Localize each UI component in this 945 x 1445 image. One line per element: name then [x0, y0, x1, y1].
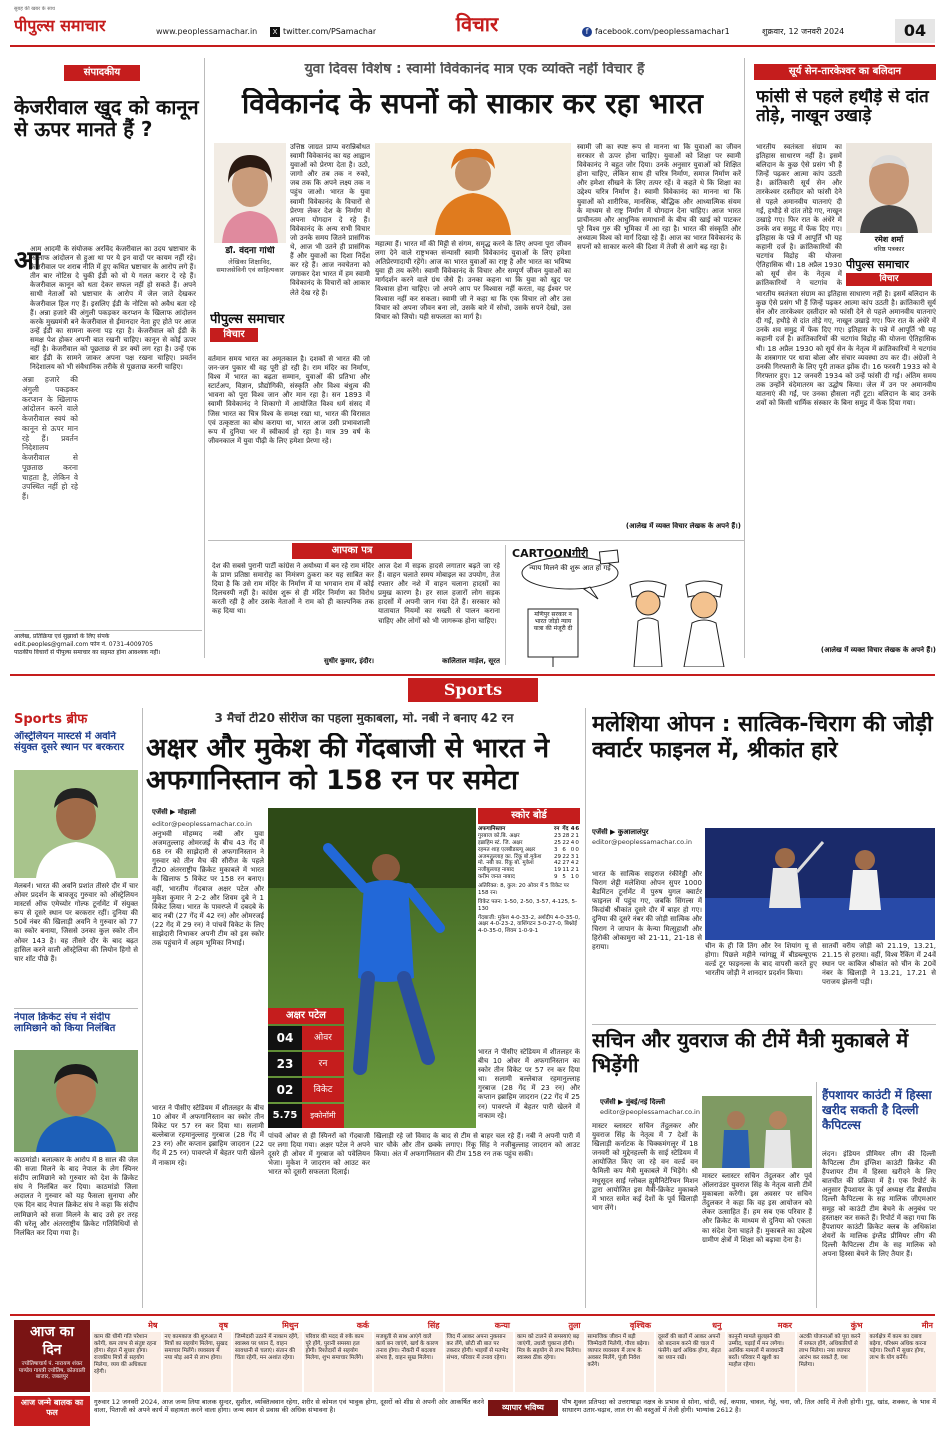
- editorial-footer-1: आलेख, प्रतिक्रिया एवं सुझावों के लिए संपर्क: [14, 633, 110, 640]
- section-title: विचार: [455, 12, 499, 36]
- scoreboard-team: अफगानिस्तान: [478, 826, 506, 832]
- badminton-body-3: सातवीं वरीय जोड़ी को 21.19, 13.21, 21.15 से हराया। वहीं, विश्व रैंकिंग में 24वें स्थान पर काबिज श्रीकांत को चीन के 20वें नंबर के खिलाड़ी ने 13.21, 17.21 से पराजय झेलनी पड़ी।: [822, 942, 936, 987]
- table-row: रहमत शाह एलबीडब्ल्यू अक्षर 3 6 0 0: [478, 846, 579, 853]
- trade-text: पौष शुक्ल प्रतिपदा को उत्तराषाढ़ा नक्षत्र के प्रभाव से सोना, चांदी, रुई, कपास, चावल, गेहूं, चना, जौ, तिल आदि में तेजी होगी। गुड़, खांड, शक्कर, के भाव में साधारण उतार-चढ़ाव, लाल रंग की वस्तुओं में तेजी होगी। भाग्यांक 2612 है।: [562, 1398, 936, 1415]
- letter-2-body: आज देश में सड़क हादसे लगातार बढ़ते जा रहे हैं। वाहन चलाते समय मोबाइल का उपयोग, तेज रफ्तार और नशे में वाहन चलाना हादसों का प्रमुख कारण है। हर साल हजारों लोग सड़क हादसों में अपनी जान गंवा देते हैं। सरकार को यातायात नियमों का सख्ती से पालन कराना चाहिए और लोगों को भी जागरूक होना चाहिए।: [378, 562, 500, 625]
- zodiac-sign-name: मीन: [868, 1320, 937, 1332]
- zodiac-sign-text: दूसरों की बातों में आकर अपनों को बदनाम करने की चाल में फंसेंगे। खर्च अधिक होगा, सेहत का ध्यान रखें।: [658, 1334, 721, 1361]
- badminton-body-1: भारत के सात्विक साइराज रंकीरेड्डी और चिराग शेट्टी मलेशिया ओपन सुपर 1000 बैडमिंटन टूर्नामेंट में पुरुष युगल क्वार्टर फाइनल में पहुंच गए, जबकि सिंगल्स में किदांबी श्रीकांत दूसरे दौर में बाहर हो गए। दुनिया की दूसरे नंबर की जोड़ी सात्विक और चिराग ने जापान के केन्या मित्सुहाशी और हिरोकी ओकामुरा को 21-11, 21-18 से हराया।: [592, 870, 702, 951]
- right-author-role: वरिष्ठ पत्रकार: [873, 245, 905, 253]
- birthday-title: आज जन्मे बालक का फल: [14, 1396, 90, 1426]
- birthday-text: गुरुवार 12 जनवरी 2024, आज जन्म लिया बालक सुन्दर, सुशील, व्यक्तित्ववान रहेगा, शरीर से कोमल एवं भावुक होगा, दूसरों को शीघ्र से अपनी ओर आकर्षित करने वाला, पिताजी को अपने कार्य में सहायता करने वाला होगा। जन्म स्थान से प्रवास की अधिक संभावना है।: [94, 1398, 484, 1415]
- zodiac-sign-name: वृश्चिक: [586, 1320, 655, 1332]
- cricket-body-2: भारत ने पीसीए स्टेडियम में शीतलहर के बीच 10 ओवर में अफगानिस्तान का स्कोर तीन विकेट पर 57 रन कर दिया था। सलामी बल्लेबाज रहमानुल्लाह गुरबाज (28 गेंद में 23 रन) और कप्तान इब्राहिम जादरान (22 गेंद में 25 रन) पावरप्ले में बेहतर पारी खेलने में नाकाम रहे।: [478, 1048, 580, 1120]
- trade-title: व्यापार भविष्य: [488, 1400, 558, 1416]
- badminton-title: मलेशिया ओपन : सात्विक-चिराग की जोड़ी क्वार्टर फाइनल में, श्रीकांत हारे: [592, 712, 933, 764]
- website-link[interactable]: www.peoplessamachar.in: [156, 27, 258, 36]
- cricket-body-4: खिलाड़ी रहे जो विवाद के बाद से टीम से बाहर चल रहे हैं। नबी ने अपनी पारी में चार चौके और तीन छक्के लगाए। रिंकू सिंह ने नजीबुल्लाह जादरान को आउट किया। अंत में अफगानिस्तान की टीम 158 रन तक पहुंच सकी।: [374, 1132, 580, 1159]
- main-kicker: युवा दिवस विशेष : स्वामी विवेकानंद मात्र एक व्यक्ति नहीं विचार हैं: [304, 62, 645, 77]
- zodiac-sign-name: मेष: [92, 1320, 161, 1332]
- sandeep-photo: [14, 1050, 138, 1152]
- letters-title: आपका पत्र: [292, 543, 412, 559]
- letter-1-author: सुधीर कुमार, इंदौर।: [324, 657, 374, 665]
- cartoon-speech: न्याय मिलने की शुरू आत हो गई: [529, 564, 611, 572]
- right-author-photo: [846, 143, 932, 233]
- zodiac-sign: [163, 1320, 232, 1392]
- brief-2-title: नेपाल क्रिकेट संघ ने संदीप लामिछाने को किया निलंबित: [14, 1012, 116, 1035]
- zodiac-sign-text: काम को टालने से समस्याएं बढ़ जाएंगी, उधारी चुकाना होगी। मित्र के सहयोग से लाभ मिलेगा। स्वास्थ्य ठीक रहेगा।: [517, 1334, 581, 1361]
- editorial-tag: संपादकीय: [64, 65, 140, 81]
- stat-row: 02 विकेट: [268, 1078, 344, 1102]
- cartoon-sign: मणिपुर सरकार न भारत जोड़ो न्याय यात्रा की मंजूरी दी: [533, 611, 573, 633]
- right-brand: पीपुल्स समाचार: [846, 258, 909, 271]
- cricket-body-1: अनुभवी मोहम्मद नबी और युवा अजमतुल्लाह ओमरजई के बीच 43 गेंद में 68 रन की साझेदारी से अफगानिस्तान ने गुरुवार को तीन मैच की सीरीज के पहले टी20 अंतरराष्ट्रीय क्रिकेट मुकाबले में भारत के खिलाफ 5 विकेट पर 158 रन बनाए। वहीं, भारतीय गेंदबाज अक्षर पटेल और मुकेश कुमार ने 2-2 और शिवम दुबे ने 1 विकेट लिया। भारत के पावरप्ले में दबदबे के बाद नबी (27 गेंद में 42 रन) और ओमरजई (22 गेंद में 29 रन) ने पांचवें विकेट के लिए साझेदारी निभाकर अपनी टीम को इस स्कोर तक पहुंचाने में अहम भूमिका निभाई।: [152, 830, 264, 948]
- twitter-icon: X: [270, 27, 280, 37]
- horoscope-rule: [10, 1314, 935, 1316]
- scoreboard-title: स्कोर बोर्ड: [478, 808, 580, 824]
- zodiac-sign: [304, 1320, 373, 1392]
- editorial-pullquote: अन्ना हजारे की अंगुली पकड़कर करप्शन के खिलाफ आंदोलन करने वाले केजरीवाल स्वयं को कानून से ऊपर मान रहे हैं। प्रवर्तन निदेशालय केजरीवाल से पूछताछ करना चाहता है, लेकिन वे उपस्थित नहीं हो रहे हैं।: [22, 375, 78, 501]
- zodiac-sign-text: जिम्मेदारी उठाने में नाकाम रहेंगे, स्वास्थ्य पर ध्यान दें, वाहन सावधानी से चलाएं। संतान की चिंता रहेगी, मन अशांत रहेगा।: [235, 1334, 299, 1361]
- cricket-body-1b: भारत ने पीसीए स्टेडियम में शीतलहर के बीच 10 ओवर में अफगानिस्तान का स्कोर तीन विकेट पर 57 रन कर दिया था। सलामी बल्लेबाज रहमानुल्लाह गुरबाज (28 गेंद में 23 रन) और कप्तान इब्राहिम जादरान (22 गेंद में 25 रन) पावरप्ले में बेहतर पारी खेलने में नाकाम रहे।: [152, 1104, 264, 1167]
- legends-title: सचिन और युवराज की टीमें मैत्री मुकाबले में भिड़ेंगी: [592, 1028, 909, 1077]
- letter-2-author: कालिताल माड़ेल, सूरत: [442, 657, 500, 665]
- zodiac-sign: [868, 1320, 937, 1392]
- table-row: मो. नबी का. रिंकू बो. मुकेश 42 27 4 2: [478, 860, 579, 867]
- badminton-photo: [705, 828, 935, 940]
- badminton-dateline: एजेंसी ▶ कुआलालंपुर: [592, 828, 649, 836]
- right-body: भारतीय स्वतंत्रता संग्राम का इतिहास साधारण नहीं है। इसमें बलिदान के कुछ ऐसे प्रसंग भी हैं जिन्हें पढ़कर आत्मा कांप उठती है। क्रांतिकारी सूर्य सेन और तारकेश्वर दस्तीदार को फांसी देने से पहले अमानवीय यातनाएं दी गईं, हथौड़े से दांत तोड़े गए, नाखून उखाड़े गए। फिर रात के अंधेरे में उनके शव समुद्र में फेंक दिए गए। इतिहास के पन्ने में आपूर्ति भी यह कहानी दर्ज है। क्रांतिकारियों की चटगांव विद्रोह की योजना ऐतिहासिक थी। 18 अप्रैल 1930 को सूर्य सेन के नेतृत्व में क्रांतिकारियों ने चटगांव के शस्त्रागार पर धावा बोला और संचार व्यवस्था ठप कर दी। अंग्रेजों ने उनकी गिरफ्तारी के लिए पूरी ताकत झोंक दी। 16 फरवरी 1933 को वे गिरफ्तार हुए। 12 जनवरी 1934 को उन्हें फांसी दी गई। अंतिम समय तक उन्होंने वंदेमातरम का उद्घोष किया। जेल में उन पर अमानवीय यातनाएं की गईं, पर उनका हौसला नहीं टूटा। बलिदान के बाद उनके शवों को किसी धार्मिक संस्कार के बिना समुद्र में फेंक दिया गया।: [756, 290, 936, 408]
- letter-1-body: देश की सबसे पुरानी पार्टी कांग्रेस ने अयोध्या में बन रहे राम मंदिर के प्राण प्रतिष्ठा समारोह का निमंत्रण ठुकरा कर यह साबित कर दिया है कि उसे राम मंदिर के निर्माण में या भगवान राम में कोई दिलचस्पी नहीं है। कांग्रेस शुरू से ही मंदिर निर्माण का विरोध करती रही है और उसके नेताओं ने राम को ही काल्पनिक तक कह दिया था।: [212, 562, 374, 616]
- main-body-1: उत्तिष्ठ जाग्रत प्राप्य वरान्निबोधत स्वामी विवेकानंद का यह आह्वान युवाओं को प्रेरणा देता है। उठो, जागो और तब तक न रुको, जब तक कि अपने लक्ष्य तक न पहुंच जाओ। भारत के युवा स्वामी विवेकानंद के विचारों से प्रेरणा लेकर देश के निर्माण में अपना योगदान दे रहे हैं। विवेकानंद के अन्य सभी विचार जो उनके समय जितने प्रासंगिक थे, आज भी उतने ही प्रासंगिक हैं और युवाओं का दिशा निर्देश कर रहे हैं। आज नवचेतना को जगाकर देश भारत में हम स्वामी विवेकानंद के विचारों को आकार लेते देख रहे हैं।: [290, 143, 370, 297]
- legends-body-1: मास्टर ब्लास्टर सचिन तेंदुलकर और युवराज सिंह के नेतृत्व में 7 देशों के खिलाड़ी कर्नाटक के चिक्कमंगलूर में 18 जनवरी को मुद्देनहल्ली के साई स्टेडियम में आयोजित किए जा रहे वन वर्ल्ड वन फैमिली कप मैत्री मुकाबले में भिड़ेंगे। श्री मधुसूदन साई ग्लोबल ह्यूमैनिटेरियन मिशन द्वारा आयोजित इस मैत्री-क्रिकेट मुकाबले में भारत समेत कई देशों के पूर्व खिलाड़ी भाग लेंगे।: [592, 1122, 698, 1212]
- zodiac-sign: [515, 1320, 584, 1392]
- main-body-3: महात्मा हैं। भारत माँ की मिट्टी से संगम, समृद्ध करने के लिए अपना पूरा जीवन लगा देने वाले राष्ट्रभक्त संन्यासी स्वामी विवेकानंद युवाओं के लिए हमेशा अतिप्रेरणादायी रहेंगे। आज का भारत युवाओं का राष्ट्र है और भारत का भविष्य युवा ही तय करेंगे। स्वामी विवेकानंद के विचार और सम्पूर्ण जीवन युवाओं का मार्गदर्शन करने वाले ग्रंथ जैसे हैं। उनका कहना था कि युवा को खुद पर विश्वास होना चाहिए। जो अपने आप पर विश्वास नहीं करता, वह ईश्वर पर विश्वास नहीं कर सकता। स्वामी जी ने कहा था कि एक विचार लो और उस विचार को अपना जीवन बना लो, उसके बारे में सोचो, उसके सपने देखो, उस विचार को जियो। यही सफलता का मार्ग है।: [375, 240, 571, 321]
- twitter-link[interactable]: twitter.com/PSamachar: [283, 27, 377, 36]
- stat-row: 04 ओवर: [268, 1026, 344, 1050]
- zodiac-sign: [233, 1320, 302, 1392]
- cricket-title: अक्षर और मुकेश की गेंदबाजी से भारत ने अफगानिस्तान को 158 रन पर समेटा: [146, 733, 550, 797]
- table-row: गुरबाज को.बि. अक्षर 23 28 2 1: [478, 832, 579, 839]
- zodiac-sign: [656, 1320, 725, 1392]
- cricket-kicker: 3 मैचों टी20 सीरीज का पहला मुकाबला, मो. नबी ने बनाए 42 रन: [214, 712, 514, 725]
- editorial-footer-3: पाठकीय विचारों से पीपुल्स समाचार का सहमत होना आवश्यक नहीं।: [14, 649, 161, 656]
- stat-row: 5.75 इकोनॉमी: [268, 1104, 344, 1128]
- sports-brief-label: Sports ब्रीफ: [14, 712, 88, 727]
- col-header: रन: [554, 826, 560, 832]
- zodiac-sign: [586, 1320, 655, 1392]
- scoreboard-extras: अतिरिक्त: 8, कुल: 20 ओवर में 5 विकेट पर 158 रन।: [478, 883, 569, 896]
- capitals-title: हैंपशायर काउंटी में हिस्सा खरीद सकती है दिल्ली कैपिटल्स: [822, 1088, 932, 1132]
- zodiac-sign-text: जिद में आकर अपना नुकसान कर लेंगे, छोटी सी बात पर तकरार होगी। भाइयों से मतभेद संभव, परिवार में तनाव रहेगा।: [446, 1334, 509, 1361]
- badminton-email[interactable]: editor@peoplessamachar.co.in: [592, 838, 692, 846]
- zodiac-sign-text: सामाजिक जीवन में बड़ी जिम्मेदारी मिलेगी, गौरव बढ़ेगा। व्यापार व्यवसाय में लाभ के अवसर मिलेंगे, पूंजी निवेश करेंगे।: [587, 1334, 650, 1368]
- facebook-icon: f: [582, 27, 592, 37]
- zodiac-sign-name: मिथुन: [233, 1320, 302, 1332]
- din-label: दिन: [42, 1341, 62, 1358]
- sports-banner: Sports: [408, 678, 538, 702]
- zodiac-sign-text: नए कामकाज की शुरुआत में मित्रों का सहयोग मिलेगा, सुखद समाचार मिलेंगे। व्यवसाय में नया मोड़ आने से लाभ होगा।: [164, 1334, 228, 1361]
- aaj-box: [14, 1320, 90, 1392]
- scoreboard-table: [478, 826, 580, 881]
- zodiac-sign-name: मकर: [727, 1320, 796, 1332]
- zodiac-sign-name: कन्या: [445, 1320, 514, 1332]
- table-row: अजमतुल्लाह का. रिंकू बो.मुकेश 29 22 3 1: [478, 853, 579, 860]
- masthead-logo-small: सुबह की खबर के साथ: [14, 6, 56, 12]
- zodiac-sign-name: सिंह: [374, 1320, 443, 1332]
- cartoon-title: CARTOONगीरी: [512, 547, 589, 560]
- zodiac-sign-name: वृष: [163, 1320, 232, 1332]
- aaj-body: ज्योतिषाचार्य पं. नारायण शंकर पाण्डेय गायत्री ज्योतिष, कोतवाली बाजार, जबलपुर: [18, 1361, 86, 1381]
- scoreboard-fow: विकेट पतन: 1-50, 2-50, 3-57, 4-125, 5-130: [478, 898, 578, 912]
- right-note: (आलेख में व्यक्त विचार लेखक के अपने हैं।): [820, 646, 936, 654]
- editorial-body: आम आदमी के संयोजक अरविंद केजरीवाल का उदय भ्रष्टाचार के खिलाफ आंदोलन से हुआ था पर ये इन वादों पर कायम नहीं रहे। केजरीवाल पर शराब नीति में हुए कथित भ्रष्टाचार के आरोप लगे हैं। तीन बार नोटिस दे चुकी ईडी को वो ये गलत करार दे रहे हैं। केजरीवाल कानून को धता देकर सफल नहीं हो सकते हैं। अपने साथी नेताओं को भ्रष्टाचार के आरोप में जेल जाते देखकर केजरीवाल हिल गए हैं। इसलिए ईडी के नोटिस को अवैध बता रहे हैं। अन्ना हजारे की अंगुली पकड़कर करप्शन के खिलाफ आंदोलन करके मुख्यमंत्री बने केजरीवाल से ईमानदार नेता हुए होते पर आज उन्हें ईडी का सामना करना पड़ रहा है। केजरीवाल को ईडी के समक्ष पेश होकर अपनी बात रखनी चाहिए। कानून से कोई ऊपर नहीं है। केजरीवाल को पूछताछ से डर क्यों लग रहा है। उन्हें एक बार ईडी के सामने जाकर अपना पक्ष रखना चाहिए। प्रवर्तन निदेशालय को भी संवैधानिक तरीके से पूछताछ करनी चाहिए।: [30, 245, 196, 372]
- right-title: फांसी से पहले हथौड़े से दांत तोड़े, नाखून उखाड़े: [756, 88, 929, 127]
- col-header: 4: [570, 826, 575, 832]
- zodiac-sign-text: मजबूती से साथ आएंगे वाले कार्य बन जाएंगे, खर्च के कारण तनाव होगा। नौकरी में बदलाव संभव है, वाहन सुख मिलेगा।: [376, 1334, 439, 1361]
- main-body-2: वर्तमान समय भारत का अमृतकाल है। दशकों से भारत की जो जन-जन पुकार थी वह पूरी हो रही है। राम मंदिर का निर्माण, विश्व में भारत का बढ़ता सम्मान, युवाओं की प्रतिभा और स्टार्टअप, विज्ञान, प्रौद्योगिकी, संस्कृति और विश्व बंधुत्व की भावना को पूरा विश्व जान और मान रहा है। सन 1893 में स्वामी विवेकानंद ने शिकागो में आयोजित विश्व धर्म संसद में जिस भारत का चित्र विश्व के समक्ष रखा था, भारत की विरासत एवं उत्कृष्टता का बोध कराया था, भारत आज उसी प्रभावशाली रूप में दुनिया भर में स्वीकार्य हो रहा है। मात्र 39 वर्ष के जीवनकाल में युवा पीढ़ी के लिए हमेशा प्रेरणा रहे।: [208, 355, 370, 445]
- main-note: (आलेख में व्यक्त विचार लेखक के अपने हैं।): [625, 522, 741, 530]
- zodiac-sign-name: तुला: [515, 1320, 584, 1332]
- vivekananda-photo: [375, 143, 571, 235]
- facebook-link[interactable]: facebook.com/peoplessamachar1: [595, 27, 730, 36]
- editorial-title: केजरीवाल खुद को कानून से ऊपर मानते हैं ?: [14, 96, 199, 142]
- scoreboard-bowling: गेंदबाजी: मुकेश 4-0-33-2, अर्शदीप 4-0-35-0, अक्षर 4-0-23-2, वाशिंगटन 3-0-27-0, बिश्नोई 4-0-35-0, शिवम 1-0-9-1: [478, 914, 580, 935]
- author-name: डॉ. वंदना गांधी: [225, 246, 275, 256]
- player-stats: [268, 1026, 344, 1128]
- zodiac-sign: [374, 1320, 443, 1392]
- right-tag: सूर्य सेन-तारकेश्वर का बलिदान: [754, 64, 936, 80]
- zodiac-sign-text: परिवार की मदद से रुके काम पूरे होंगे, पुरानी समस्या हल होगी। रिश्तेदारों से सहयोग मिलेगा, शुभ समाचार मिलेंगे।: [305, 1334, 364, 1361]
- zodiac-sign-name: धनु: [656, 1320, 725, 1332]
- zodiac-sign-text: अटकी योजनाओं को पूरा करने में सफल होंगे, अधिकारियों से लाभ मिलेगा। नया व्यापार आरंभ कर सकते हैं, यश मिलेगा।: [799, 1334, 861, 1368]
- page-number: 04: [895, 19, 935, 43]
- sports-rule: [10, 674, 935, 676]
- masthead-rule: [10, 45, 935, 47]
- zodiac-sign-name: कुंभ: [797, 1320, 866, 1332]
- right-body-top: भारतीय स्वतंत्रता संग्राम का इतिहास साधारण नहीं है। इसमें बलिदान के कुछ ऐसे प्रसंग भी हैं जिन्हें पढ़कर आत्मा कांप उठती है। क्रांतिकारी सूर्य सेन और तारकेश्वर दस्तीदार को फांसी देने से पहले अमानवीय यातनाएं दी गईं, हथौड़े से दांत तोड़े गए, नाखून उखाड़े गए। फिर रात के अंधेरे में उनके शव समुद्र में फेंक दिए गए। इतिहास के पन्ने में आपूर्ति भी यह कहानी दर्ज है। क्रांतिकारियों की चटगांव विद्रोह की योजना ऐतिहासिक थी। 18 अप्रैल 1930 को सूर्य सेन के नेतृत्व में क्रांतिकारियों ने चटगांव के: [756, 143, 842, 288]
- right-brand-tag: विचार: [846, 273, 932, 286]
- main-brand: पीपुल्स समाचार: [210, 312, 285, 327]
- right-author-name: रमेश शर्मा: [874, 235, 904, 244]
- brief-1-title: ऑस्ट्रेलियन मास्टर्स में अवनि संयुक्त दूसरे स्थान पर बरकरार: [14, 731, 124, 754]
- col-header: 6: [575, 826, 580, 832]
- scoreboard: [478, 808, 580, 1043]
- zodiac-sign-name: कर्क: [304, 1320, 373, 1332]
- legends-dateline: एजेंसी ▶ मुंबई/नई दिल्ली: [600, 1098, 666, 1106]
- zodiac-sign: [727, 1320, 796, 1392]
- cricket-body-3: पांचवें ओवर से ही स्पिनरों को गेंदबाजी पर लगा दिया गया। अक्षर पटेल ने अपने दूसरे ही ओवर में गुरबाज को पवेलियन भेजा। मुकेश ने जादरान को आउट कर भारत को दूसरी सफलता दिलाई।: [268, 1132, 370, 1177]
- brief-1-body: मेलबर्न। भारत की अवनि प्रशांत तीसरे दौर में चार ओवर प्रदर्शन के बावजूद गुरुवार को ऑस्ट्रेलियन मास्टर्स ऑफ एमेच्योर गोल्फ टूर्नामेंट में संयुक्त रूप से दूसरे स्थान पर बरकरार रहीं। दुनिया की 50वें नंबर की खिलाड़ी अवनि ने गुरुवार को 77 का स्कोर बनाया, जिससे उनका कुल स्कोर तीन ओवर 143 है। वह तीसरे दौर के बाद बढ़त हासिल करने वाली ऑस्ट्रेलिया की लियोन हिगो से चार शॉट पीछे हैं।: [14, 882, 138, 963]
- cartoon-panel: [508, 545, 743, 667]
- table-row: करीम जनत नाबाद 9 5 1 0: [478, 874, 579, 881]
- main-brand-tag: विचार: [210, 328, 258, 342]
- masthead-logo: पीपुल्स समाचार: [14, 16, 106, 35]
- player-name-label: अक्षर पटेल: [268, 1008, 344, 1024]
- avani-photo: [14, 770, 138, 878]
- editorial-dropcap: आ: [14, 246, 41, 276]
- zodiac-sign-text: काम की धीमी गति परेशान करेगी, कम लाभ से संतुष्ट रहना होगा। सेहत में सुधार होगा। राजकीय मित्रों से सहयोग मिलेगा, व्यय की अधिकता रहेगी।: [94, 1334, 157, 1375]
- main-title: विवेकानंद के सपनों को साकार कर रहा भारत: [242, 88, 703, 120]
- aaj-ka-label: आज का: [30, 1324, 74, 1340]
- author-role: लेखिका शिक्षाविद, समाजसेविनी एवं साहित्यकार: [216, 258, 284, 275]
- badminton-body-2: चीन के ही जि तिंग और रेन शियांग यू से होगा। पिछले महीने ग्वांगझू में बीडब्ल्यूएफ वर्ल्ड टूर फाइनल्स के बाद वापसी करते हुए भारतीय जोड़ी ने शानदार प्रदर्शन किया।: [705, 942, 817, 978]
- zodiac-sign: [92, 1320, 161, 1392]
- brief-2-body: काठमांडो। बलात्कार के आरोप में 8 साल की जेल की सजा मिलने के बाद नेपाल के लेग स्पिनर संदीप लामिछाने को गुरुवार को देश के क्रिकेट संघ ने निलंबित कर दिया। काठमांडो जिला अदालत ने गुरुवार को यह फैसला सुनाया और एक दिन बाद नेपाल क्रिकेट संघ ने कहा कि संदीप लामिछाने को सजा मिलने के बाद उसे हर तरह की घरेलू और अंतरराष्ट्रीय क्रिकेट गतिविधियों से निलंबित कर दिया गया है।: [14, 1156, 138, 1237]
- legends-body-2: मास्टर ब्लास्टर सचिन तेंदुलकर और पूर्व ऑलराउंडर युवराज सिंह के नेतृत्व वाली टीमें मुकाबला करेंगी। इस अवसर पर सचिन तेंदुलकर ने कहा कि वह इस आयोजन को लेकर उत्साहित हैं। हम सब एक परिवार हैं और क्रिकेट के माध्यम से दुनिया को एकता का संदेश देना चाहते हैं। मुकाबले का उद्देश्य ग्रामीण क्षेत्रों में शिक्षा को बढ़ावा देना है।: [702, 1172, 812, 1244]
- main-body-4: स्वामी जी का स्पष्ट रूप से मानना था कि युवाओं का जीवन सरकार से ऊपर होना चाहिए। युवाओं को शिक्षा पर स्वामी विवेकानंद ने बहुत जोर दिया। उनके अनुसार युवाओं को शिक्षित होना चाहिए, लेकिन साथ ही चरित्र निर्माण, समाज निर्माण करें और हमेशा सीखने के लिए तत्पर रहें। वे कहते थे कि शिक्षा का उद्देश्य चरित्र निर्माण है। स्वामी विवेकानंद का मानना था कि युवाओं को शारीरिक, मानसिक, बौद्धिक और आध्यात्मिक संयम के माध्यम से राष्ट्र निर्माण में योगदान देना चाहिए। आज भारत प्राचीनतम और आधुनिक समाधानों के बीच की खाई को पाटकर पूरे विश्व गुरु की भूमिका में आ रहा है। भारत की संस्कृति और अध्यात्म विश्व को मार्ग दिखा रहे हैं। आज का भारत विवेकानंद के सपनों को साकार करने की दिशा में तेजी से आगे बढ़ रहा है।: [577, 143, 741, 252]
- zodiac-sign-text: कानूनी मामले सुलझने की उम्मीद, पढ़ाई में मन लगेगा। आर्थिक मामलों में सावधानी बरतें। परिवार में खुशी का माहौल रहेगा।: [728, 1334, 784, 1368]
- stat-row: 23 रन: [268, 1052, 344, 1076]
- table-row: इब्राहिम स्टं. जि. अक्षर 25 22 4 0: [478, 839, 579, 846]
- zodiac-sign: [797, 1320, 866, 1392]
- cricket-email[interactable]: editor@peoplessamachar.co.in: [152, 820, 252, 828]
- legends-photo: [702, 1096, 812, 1168]
- capitals-body: लंदन। इंडियन प्रीमियर लीग की दिल्ली कैपिटल्स टीम इंग्लिश काउंटी क्रिकेट की हैंपशायर टीम में हिस्सा खरीदने के लिए बातचीत की प्रक्रिया में है। एक रिपोर्ट के अनुसार हैंपशायर के पूर्व अध्यक्ष रॉड ब्रैंसग्रोव दिल्ली कैपिटल्स के सह मालिक जीएमआर समूह को काउंटी टीम बेचने के अनुबंध पर हस्ताक्षर कर सकते हैं। रिपोर्ट में कहा गया कि हैंपशायर काउंटी क्रिकेट क्लब के अधिकांश शेयरों के मालिक इंग्लैंड प्रीमियर लीग की दिल्ली कैपिटल्स टीम के सह मालिक को अपना हिस्सा बेचने के लिए तैयार हैं।: [822, 1150, 936, 1259]
- editorial-footer-2[interactable]: edit.peoples@gmail.com फोन नं. 0731-4009705: [14, 641, 153, 648]
- horoscope-signs: [92, 1320, 936, 1392]
- zodiac-sign-text: कार्यक्षेत्र में काम का दबाव बढ़ेगा, परिश्रम अधिक करना पड़ेगा। रिश्तों में सुधार होगा, लाभ के योग बनेंगे।: [869, 1334, 927, 1361]
- col-header: गेंद: [562, 826, 569, 832]
- author-photo: [214, 143, 286, 243]
- table-row: नजीबुल्लाह नाबाद 19 11 2 1: [478, 867, 579, 874]
- cricket-dateline: एजेंसी ▶ मोहाली: [152, 808, 196, 816]
- legends-email[interactable]: editor@peoplessamachar.co.in: [600, 1108, 700, 1116]
- zodiac-sign: [445, 1320, 514, 1392]
- masthead: [0, 0, 945, 44]
- issue-date: शुक्रवार, 12 जनवरी 2024: [762, 27, 845, 36]
